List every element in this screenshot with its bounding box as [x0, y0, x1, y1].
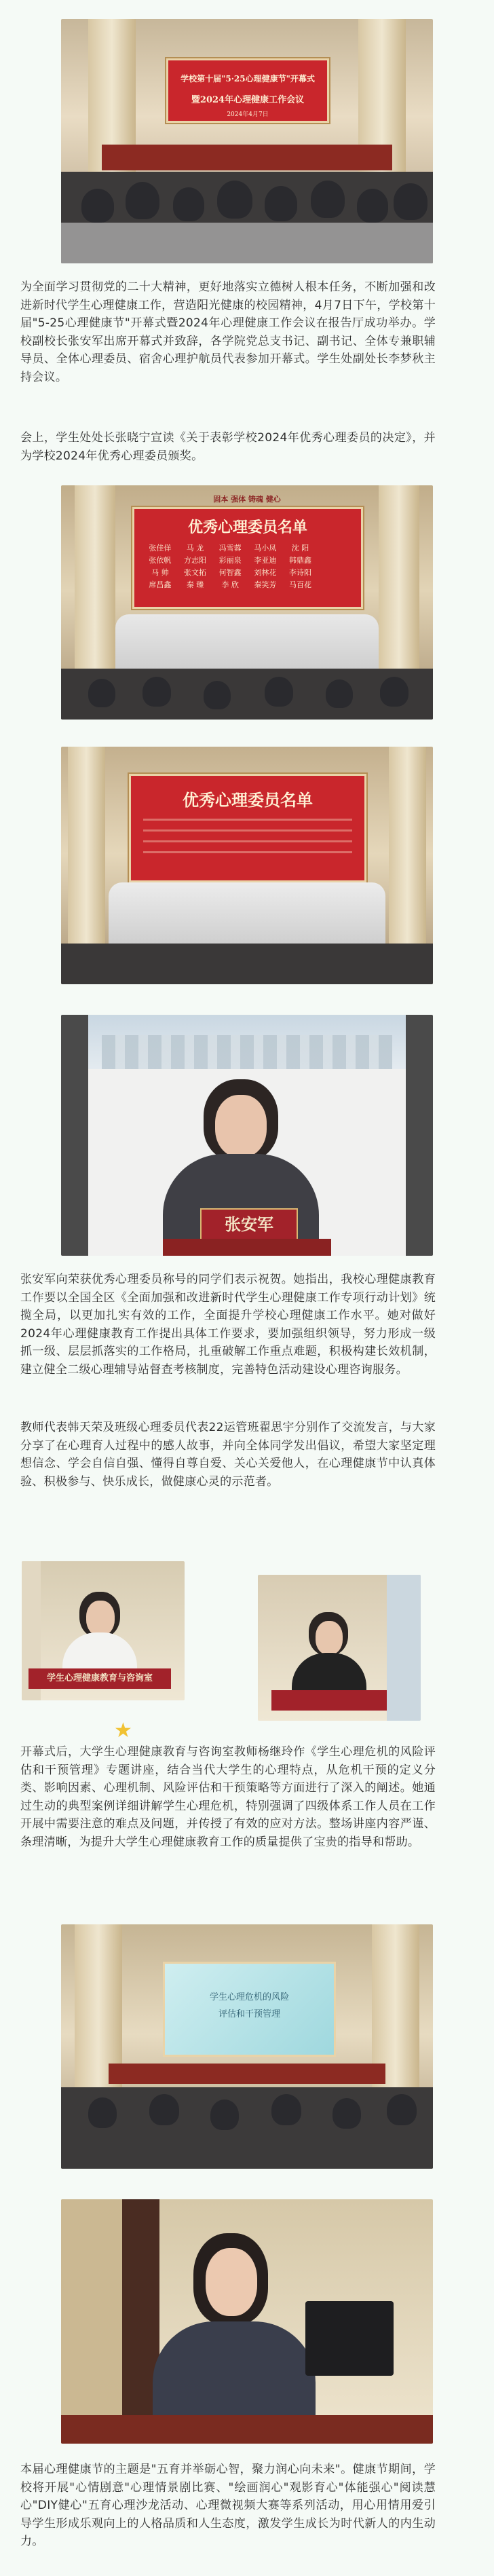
award-screen-title: 优秀心理委员名单 [183, 790, 313, 810]
award-name [319, 567, 352, 578]
award-name: 冯雪蓉 [218, 544, 242, 553]
award-name: 彩丽泉 [218, 556, 242, 565]
award-name: 秦笑芳 [254, 580, 277, 589]
screen-subtitle: 暨2024年心理健康工作会议 [191, 95, 305, 105]
paragraph-lecture: 开幕式后，大学生心理健康教育与咨询室教师杨继玲作《学生心理危机的风险评估和干预管理》专题讲座，结合当代大学生的心理特点，从危机干预的定义分类、影响因素、心理机制、风险评估和干预策略等方面进行了深入的阐述。她通过生动的典型案例详细讲解学生心理危机，特别强调了四级体系工作人员在工作开展中需要注意的难点及问题，并传授了有效的应对方法。整场讲座内容严谨、条理清晰，为提升大学生心理健康教育工作的质量提供了宝贵的指导和帮助。 [20, 1745, 436, 1849]
award-name-list [134, 542, 361, 590]
photo-lecture-hall [61, 1924, 433, 2169]
photo-student-representative [258, 1575, 421, 1721]
representative-nameplate-2 [271, 1690, 387, 1711]
paragraph-festival-theme: 本届心理健康节的主题是"五育并举砺心智，聚力润心向未来"。健康节期间，学校将开展"心情剧意"心理情景剧比赛、"绘画润心"观影育心"体能强心"阅读慧心"DIY健心"五育心理沙龙活动、心理微视频大赛等系列活动，用心用情用爱引导学生形成乐观向上的人格品质和人生态度，激发学生成长为时代新人的内生动力。 [20, 2463, 436, 2548]
audience [61, 944, 433, 984]
paragraph-intro: 为全面学习贯彻党的二十大精神，更好地落实立德树人根本任务，不断加强和改进新时代学生心理健康工作，营造阳光健康的校园精神，4月7日下午，学校第十届"5-25心理健康节"开幕式暨2024年心理健康工作会议在报告厅成功举办。学校副校长张安军出席开幕式并致辞，各学院党总支书记、副书记、全体专兼职辅导员、全体心理委员、宿舍心理护航员代表参加开幕式。学生处副处长李梦秋主持会议。 [20, 280, 436, 384]
award-name: 马小凤 [254, 544, 277, 553]
award-name: 何智鑫 [218, 568, 242, 577]
award-name: 沈 阳 [291, 544, 309, 553]
paragraph-speech: 张安军向荣获优秀心理委员称号的同学们表示祝贺。她指出，我校心理健康教育工作要以全国全区《全面加强和改进新时代学生心理健康工作专项行动计划》统揽全局，以更加扎实有效的工作，全面提升学校心理健康工作水平。她对做好2024年心理健康教育工作提出具体工作要求，要加强组织领导，努力形成一级抓一级、层层抓落实的工作格局，扎重破解工作重点难题，积极构建长效机制，建立健全二级心理辅导站督查考核制度，完善特色活动建设心理咨询服务。 [20, 1273, 436, 1377]
award-screen [132, 507, 363, 609]
representative-nameplate: 学生心理健康教育与咨询室 [28, 1668, 171, 1689]
award-name: 李亚迪 [254, 556, 277, 565]
photo-opening-ceremony [61, 19, 433, 263]
paragraph-representatives: 教师代表韩天荣及班级心理委员代表22运管班翟思宇分别作了交流发言，与大家分享了在心理育人过程中的感人故事，并向全体同学发出倡议，希望大家坚定理想信念、学会自信自强、懂得自尊自爱、关心关爱他人，在心理健康节中认真体验、积极参与、快乐成长，做健康心灵的示范者。 [20, 1421, 436, 1489]
computer-monitor [305, 2301, 394, 2376]
photo-lecturer [61, 2199, 433, 2444]
award-screen-title: 优秀心理委员名单 [187, 519, 307, 536]
speaker-face [215, 1095, 267, 1157]
stage-screen [166, 58, 329, 123]
audience [61, 2087, 433, 2169]
photo-award-2 [61, 747, 433, 984]
awardee-group [109, 882, 385, 944]
photo-teacher-representative [22, 1561, 185, 1700]
lecture-screen [163, 1962, 336, 2057]
lecture-title-line2: 评估和干预管理 [218, 2009, 280, 2019]
award-name [319, 542, 352, 553]
photo-speaker [61, 1015, 433, 1256]
award-name: 李诗阳 [288, 568, 311, 577]
paragraph-award: 会上，学生处处长张晓宁宣读《关于表彰学校2024年优秀心理委员的决定》，并为学校2024年优秀心理委员颁奖。 [20, 431, 436, 463]
award-name: 马百花 [288, 580, 311, 589]
award-name: 张依帆 [149, 556, 172, 565]
award-name: 马 龙 [186, 544, 204, 553]
award-name: 张佳佯 [149, 544, 172, 553]
lecture-title-line1: 学生心理危机的风险 [209, 1992, 289, 2002]
audience [61, 669, 433, 720]
award-banner: 固本 强体 铸魂 健心 [213, 495, 281, 504]
award-name: 韩鼎鑫 [288, 556, 311, 565]
lecturer-jacket [153, 2321, 316, 2423]
speaker-nameplate: 张安军 [200, 1208, 298, 1241]
award-name [319, 579, 352, 590]
lecturer-face [206, 2248, 257, 2316]
star-icon: ★ [114, 1719, 132, 1742]
head-table [102, 145, 392, 170]
awardee-group [115, 614, 379, 669]
award-name: 刘林花 [254, 568, 277, 577]
award-name: 马 帅 [151, 568, 169, 577]
award-name: 秦 臻 [186, 580, 204, 589]
award-name [319, 555, 352, 565]
award-screen [129, 774, 366, 882]
award-name: 李 欣 [221, 580, 239, 589]
screen-title: 学校第十届"5·25心理健康节"开幕式 [180, 74, 315, 83]
photo-award-1 [61, 485, 433, 720]
award-name: 方志阳 [183, 556, 206, 565]
screen-date: 2024年4月7日 [227, 111, 269, 118]
award-name: 席昌鑫 [149, 580, 172, 589]
award-name: 张文拓 [183, 568, 206, 577]
